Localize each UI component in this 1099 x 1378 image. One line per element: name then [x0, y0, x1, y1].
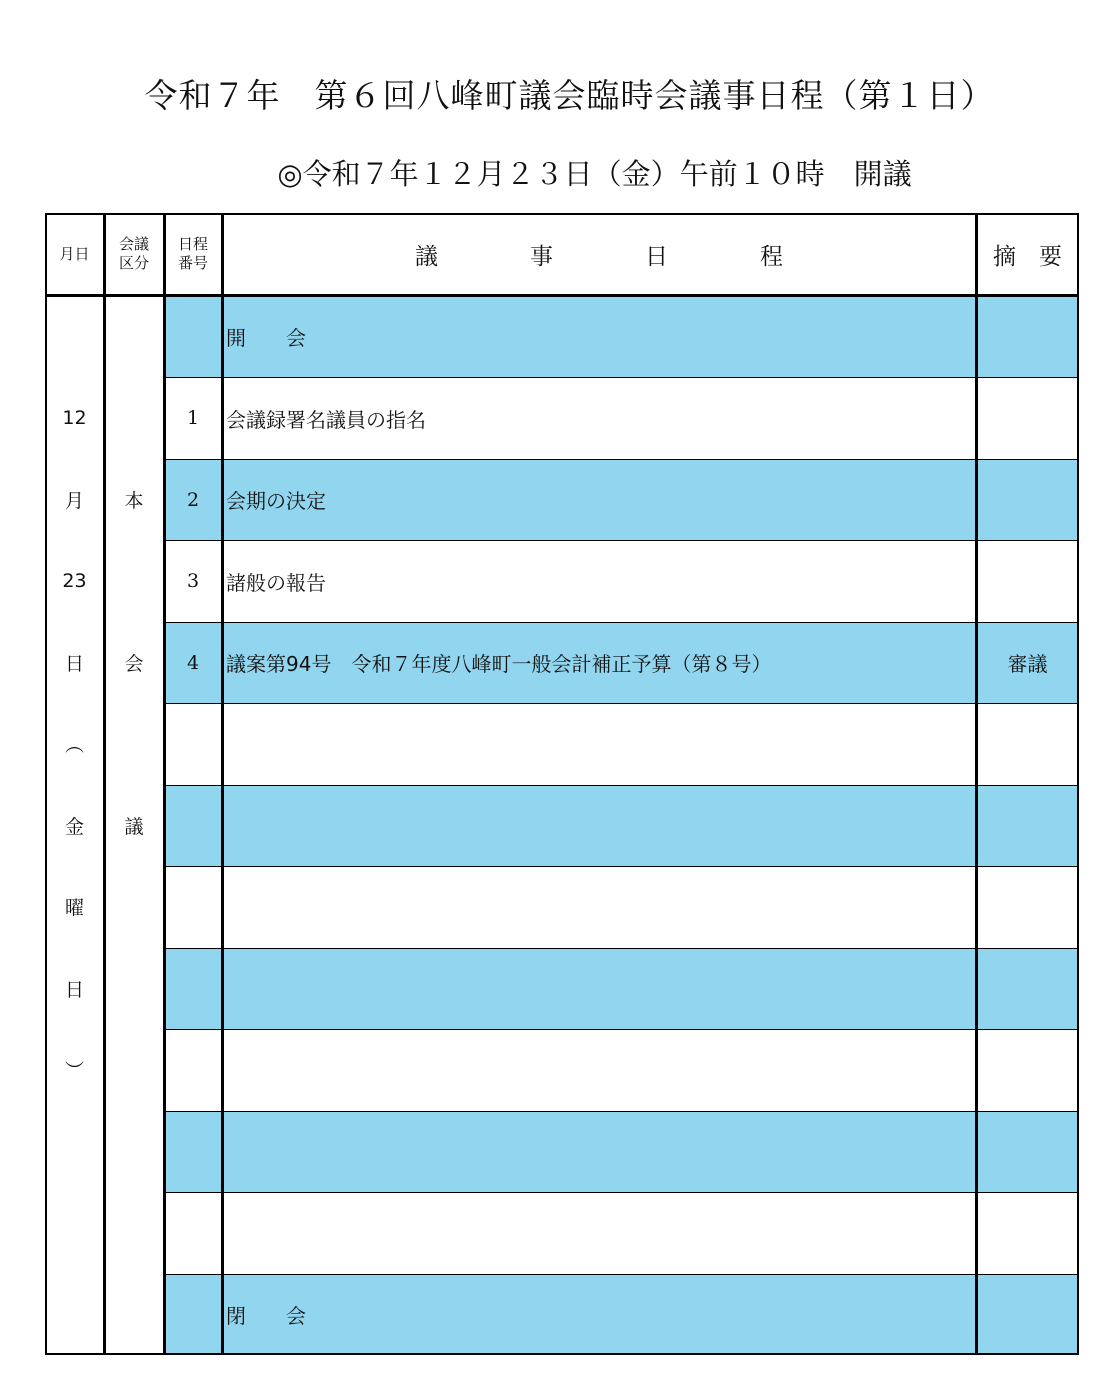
table-row — [164, 296, 1079, 378]
agenda-number-cell — [164, 1193, 222, 1274]
notes-cell: 審議 — [1007, 652, 1048, 677]
table-row — [164, 459, 1079, 541]
agenda-item-cell: 会期の決定 — [226, 489, 326, 514]
date-char: ︶ — [64, 1060, 84, 1083]
table-row — [164, 866, 1079, 948]
agenda-item-cell: 閉 会 — [226, 1304, 306, 1329]
agenda-item-cell: 会議録署名議員の指名 — [226, 407, 426, 432]
header-agenda-number-line1: 日程 — [177, 235, 208, 253]
notes-cell — [976, 460, 1079, 541]
column-divider — [163, 213, 166, 1355]
agenda-item-cell — [226, 704, 976, 785]
header-session-type — [104, 213, 164, 295]
agenda-number-cell — [164, 949, 222, 1030]
agenda-item-cell: 議案第94号 令和７年度八峰町一般会計補正予算（第８号） — [226, 652, 772, 677]
header-date-label: 月日 — [59, 244, 90, 263]
header-date — [45, 213, 104, 295]
table-row — [164, 1192, 1079, 1274]
table-row — [164, 1274, 1079, 1356]
notes-cell — [976, 378, 1079, 459]
date-char: 12 — [62, 406, 87, 429]
header-session-type-line2: 区分 — [118, 254, 149, 272]
date-char: 日 — [64, 978, 84, 1001]
agenda-number-cell — [164, 296, 222, 378]
date-char: 日 — [64, 652, 84, 675]
agenda-number-cell — [164, 1112, 222, 1193]
agenda-number-cell: 3 — [186, 570, 200, 593]
notes-cell — [976, 1112, 1079, 1193]
header-notes-label: 摘 要 — [993, 243, 1062, 270]
agenda-table — [45, 213, 1079, 1355]
date-char: 月 — [64, 489, 84, 512]
agenda-number-cell: 4 — [186, 651, 200, 674]
table-row — [164, 703, 1079, 785]
agenda-item-cell — [226, 1193, 976, 1274]
table-row — [164, 622, 1079, 704]
column-divider — [221, 213, 224, 1355]
agenda-number-cell — [164, 786, 222, 867]
session-type-char: 本 — [124, 489, 144, 512]
notes-cell — [976, 1193, 1079, 1274]
meeting-datetime: ◎令和７年１２月２３日（金）午前１０時 開議 — [277, 157, 912, 191]
date-char: ︵ — [64, 734, 84, 757]
table-row — [164, 785, 1079, 867]
header-agenda-number — [164, 213, 222, 295]
table-row — [164, 540, 1079, 622]
agenda-item-cell — [226, 949, 976, 1030]
date-char: 曜 — [64, 897, 84, 920]
notes-cell — [976, 867, 1079, 948]
header-notes — [976, 213, 1079, 295]
session-type-char: 議 — [124, 815, 144, 838]
notes-cell — [976, 786, 1079, 867]
agenda-item-cell — [226, 786, 976, 867]
agenda-number-cell: 1 — [186, 407, 200, 430]
table-row — [164, 377, 1079, 459]
header-agenda — [222, 213, 976, 295]
agenda-number-cell — [164, 1275, 222, 1356]
session-type-char: 会 — [124, 652, 144, 675]
table-row — [164, 1029, 1079, 1111]
agenda-item-cell: 開 会 — [226, 325, 306, 350]
agenda-number-cell — [164, 867, 222, 948]
header-session-type-line1: 会議 — [118, 235, 149, 253]
table-row — [164, 948, 1079, 1030]
agenda-number-cell: 2 — [186, 488, 200, 511]
notes-cell — [976, 949, 1079, 1030]
agenda-number-cell — [164, 704, 222, 785]
notes-cell — [976, 1030, 1079, 1111]
agenda-item-cell — [226, 1030, 976, 1111]
date-char: 23 — [62, 569, 87, 592]
notes-cell — [976, 704, 1079, 785]
notes-cell — [976, 541, 1079, 622]
header-divider — [45, 294, 1079, 297]
column-divider — [103, 213, 106, 1355]
date-char: 金 — [64, 815, 84, 838]
agenda-number-cell — [164, 1030, 222, 1111]
header-agenda-label: 議 事 日 程 — [415, 243, 783, 270]
agenda-item-cell — [226, 867, 976, 948]
notes-cell — [976, 1275, 1079, 1356]
header-agenda-number-line2: 番号 — [177, 254, 208, 272]
notes-cell — [976, 296, 1079, 378]
agenda-item-cell: 諸般の報告 — [226, 570, 326, 595]
agenda-item-cell — [226, 1112, 976, 1193]
document-title: 令和７年 第６回八峰町議会臨時会議事日程（第１日） — [144, 76, 995, 115]
table-row — [164, 1111, 1079, 1193]
column-divider — [975, 213, 978, 1355]
